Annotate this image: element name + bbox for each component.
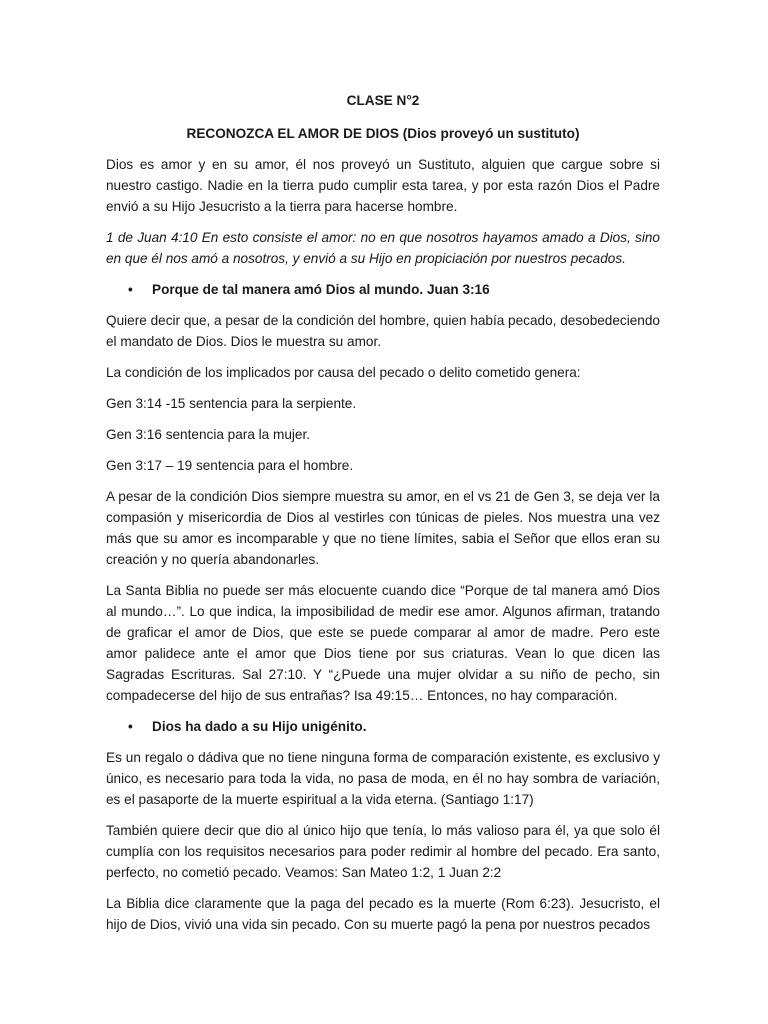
verse-quote: 1 de Juan 4:10 En esto consiste el amor: no en que nosotros hayamos amado a Dios, sino en que él nos amó a nosotros, y envió a su Hijo en propiciación por nuestros pecados. [106,230,660,266]
paragraph: A pesar de la condición Dios siempre muestra su amor, en el vs 21 de Gen 3, se deja ver la compasión y misericordia de Dios al vestirles con túnicas de pieles. Nos muestra una vez más que su amor es incomparable y que no tiene límites, sabia el Señor que ellos eran su creación y no quería abandonarles. [106,489,660,567]
bullet-item [106,279,660,300]
paragraph: Es un regalo o dádiva que no tiene ninguna forma de comparación existente, es exclusivo y único, es necesario para toda la vida, no pasa de moda, en él no hay sombra de variación, es el pasaporte de la muerte espiritual a la vida eterna. (Santiago 1:17) [106,750,660,807]
bullet-dot-icon: • [128,282,133,297]
bullet-item [106,716,660,737]
paragraph-intro: Dios es amor y en su amor, él nos proveyó un Sustituto, alguien que cargue sobre si nuestro castigo. Nadie en la tierra pudo cumplir esta tarea, y por esta razón Dios el Padre envió a su Hijo Jesucristo a la tierra para hacerse hombre. [106,157,660,214]
paragraph: La condición de los implicados por causa del pecado o delito cometido genera: [106,365,581,380]
genesis-reference: Gen 3:17 – 19 sentencia para el hombre. [106,458,354,473]
bullet-text: Dios ha dado a su Hijo unigénito. [152,719,367,734]
document-title: RECONOZCA EL AMOR DE DIOS (Dios proveyó un sustituto) [186,126,580,141]
genesis-reference: Gen 3:16 sentencia para la mujer. [106,427,311,442]
genesis-reference: Gen 3:14 -15 sentencia para la serpiente. [106,396,357,411]
bullet-dot-icon: • [128,719,133,734]
paragraph: También quiere decir que dio al único hijo que tenía, lo más valioso para él, ya que solo él cumplía con los requisitos necesarios para poder redimir al hombre del pecado. Era santo, perfecto, no cometió pecado. Veamos: San Mateo 1:2, 1 Juan 2:2 [106,823,660,880]
class-label: CLASE N°2 [346,93,420,108]
bullet-text: Porque de tal manera amó Dios al mundo. Juan 3:16 [152,282,490,297]
paragraph: Quiere decir que, a pesar de la condición del hombre, quien había pecado, desobedeciendo el mandato de Dios. Dios le muestra su amor. [106,313,660,349]
paragraph: La Santa Biblia no puede ser más elocuente cuando dice “Porque de tal manera amó Dios al mundo…”. Lo que indica, la imposibilidad de medir ese amor. Algunos afirman, tratando de graficar el amor de Dios, que este se puede comparar al amor de madre. Pero este amor palidece ante el amor que Dios tiene por sus criaturas. Vean lo que dicen las Sagradas Escrituras. Sal 27:10. Y “¿Puede una mujer olvidar a su niño de pecho, sin compadecerse del hijo de sus entrañas? Isa 49:15… Entonces, no hay comparación. [106,583,660,703]
document-page [106,90,660,945]
paragraph: La Biblia dice claramente que la paga del pecado es la muerte (Rom 6:23). Jesucristo, el hijo de Dios, vivió una vida sin pecado. Con su muerte pagó la pena por nuestros pecados [106,896,660,932]
